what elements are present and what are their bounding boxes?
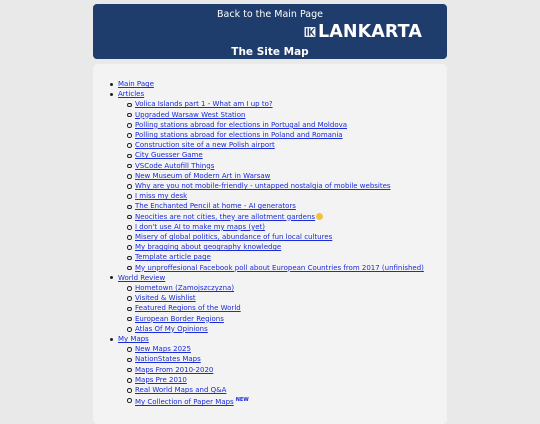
article-link[interactable]: City Guesser Game [135,151,203,160]
article-link[interactable]: VSCode Autofill Things [135,161,215,170]
my-maps-item-link[interactable]: Maps From 2010-2020 [135,365,214,374]
list-item [135,110,438,120]
back-to-main-link[interactable]: Back to the Main Page [217,9,323,20]
list-item [135,375,438,385]
list-item [135,385,438,395]
list-item [135,293,438,303]
article-link[interactable]: Template article page [135,253,211,262]
list-item [135,140,438,150]
list-item [135,344,438,354]
article-link[interactable]: I miss my desk [135,192,188,201]
list-item [135,150,438,160]
my-maps-list [135,344,438,407]
articles-list [135,99,438,272]
list-item [135,324,438,334]
my-maps-item-link[interactable]: Maps Pre 2010 [135,375,187,384]
article-link[interactable]: My unproffesional Facebook poll about European Countries from 2017 (unfinished) [135,263,424,272]
main-page-link[interactable]: Main Page [118,80,154,88]
article-link[interactable]: Polling stations abroad for elections in Portugal and Moldova [135,120,348,129]
sitemap-panel [93,64,447,424]
my-maps-link[interactable]: My Maps [118,335,149,344]
list-item [135,171,438,181]
world-review-list [135,283,438,334]
world-review-item-link[interactable]: Atlas Of My Opinions [135,324,208,333]
article-link[interactable]: Construction site of a new Polish airport [135,141,275,150]
logo-text: LANKARTA [317,22,422,42]
article-link[interactable]: Upgraded Warsaw West Station [135,110,246,119]
sitemap-item-main-page [118,79,438,89]
list-item [135,201,438,211]
world-review-item-link[interactable]: Visited & Wishlist [135,294,196,303]
list-item [135,303,438,313]
my-maps-item-link[interactable]: My Collection of Paper Maps [135,398,234,407]
lankarta-logo[interactable] [304,22,422,42]
site-header [93,4,447,59]
page-title: The Site Map [231,46,309,58]
articles-link[interactable]: Articles [118,90,145,99]
my-maps-item-link[interactable]: New Maps 2025 [135,345,191,354]
list-item [135,232,438,242]
world-review-item-link[interactable]: Hometown (Zamojszczyzna) [135,284,235,293]
sitemap-section-articles [118,89,438,273]
list-item [135,314,438,324]
sitemap-tree [118,79,438,408]
smiley-emoji-icon [316,213,323,220]
list-item [135,283,438,293]
list-item [135,222,438,232]
my-maps-item-link[interactable]: Real World Maps and Q&A [135,386,227,395]
book-logo-icon [304,22,316,42]
article-link[interactable]: Volica Islands part 1 - What am I up to? [135,100,273,109]
list-item [135,120,438,130]
new-badge: NEW [235,397,249,404]
list-item [135,191,438,201]
my-maps-item-link[interactable]: NationStates Maps [135,355,201,364]
sitemap-section-my-maps [118,334,438,407]
article-link[interactable]: Why are you not mobile-friendly - untapped nostalgia of mobile websites [135,182,391,191]
list-item [135,181,438,191]
list-item [135,263,438,273]
list-item [135,252,438,262]
article-link[interactable]: I don't use AI to make my maps (yet) [135,222,266,231]
article-link[interactable]: Misery of global politics, abundance of fun local cultures [135,233,333,242]
list-item [135,212,438,222]
world-review-link[interactable]: World Review [118,273,166,282]
list-item [135,365,438,375]
article-link[interactable]: My bragging about geography knowledge [135,243,282,252]
article-link[interactable]: Neocities are not cities, they are allotment gardens [135,212,316,221]
world-review-item-link[interactable]: European Border Regions [135,314,224,323]
list-item [135,99,438,109]
article-link[interactable]: The Enchanted Pencil at home - AI generators [135,202,296,211]
list-item [135,161,438,171]
list-item [135,395,438,407]
article-link[interactable]: New Museum of Modern Art in Warsaw [135,171,271,180]
sitemap-section-world-review [118,273,438,334]
list-item [135,130,438,140]
list-item [135,242,438,252]
article-link[interactable]: Polling stations abroad for elections in Poland and Romania [135,131,343,140]
world-review-item-link[interactable]: Featured Regions of the World [135,304,241,313]
list-item [135,354,438,364]
